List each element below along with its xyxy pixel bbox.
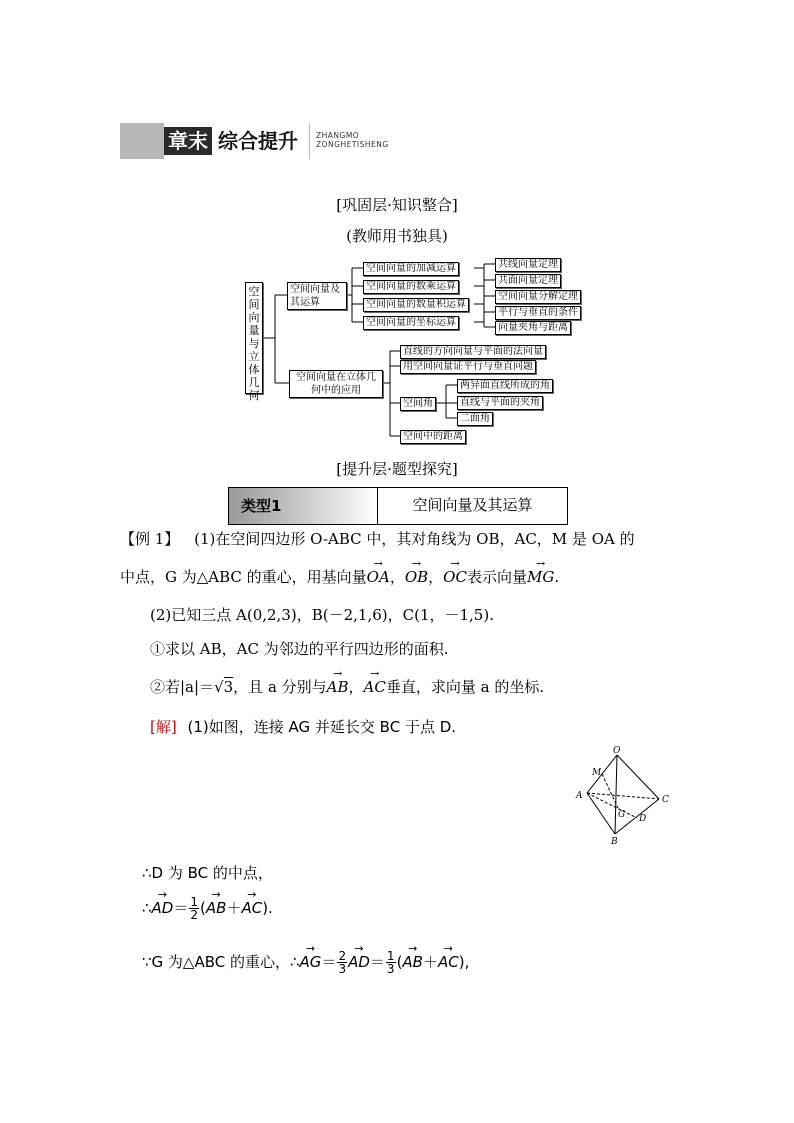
mindmap-op-coordinates: 空间向量的坐标运算 (363, 316, 459, 330)
tetrahedron-figure (568, 745, 678, 850)
chapter-title-dark: 章末 (164, 127, 212, 155)
centroid-statement: ∵G 为△ABC 的重心，∴ (142, 953, 300, 971)
fraction-denominator: 2 (190, 908, 199, 922)
section-exploration-title: [提升层·题型探究] (336, 460, 458, 478)
mindmap-leaf-collinear: 共线向量定理 (495, 258, 561, 272)
solution-label: [解] (150, 718, 177, 736)
fraction-denominator: 3 (338, 962, 347, 976)
type-topic: 空间向量及其运算 (412, 496, 533, 514)
pinyin-line-2: ZONGHETISHENG (316, 140, 389, 149)
example-part3: ①求以 AB，AC 为邻边的平行四边形的面积. (150, 640, 449, 658)
mindmap-leaf-coplanar: 共面向量定理 (495, 274, 561, 288)
example-part1-b-pre: 中点，G 为△ABC 的重心，用基向量 (120, 568, 367, 586)
fraction-numerator: 1 (386, 949, 395, 963)
mindmap-op-add-sub: 空间向量的加减运算 (363, 262, 459, 276)
vector-ac-2: → AC (241, 899, 262, 917)
vector-ab: → AB (327, 678, 349, 696)
solution-line-ad: ∴→ AD＝ $\frac{1}{2}$ (→ AB＋→ AC). (142, 896, 702, 921)
vector-ob: → OB (405, 568, 428, 586)
mindmap-angle-dihedral: 二面角 (457, 412, 493, 426)
example-line-2: 中点，G 为△ABC 的重心，用基向量→ OA，→ OB，→ OC表示向量→ MG. (120, 566, 680, 587)
chapter-title-light: 综合提升 (218, 129, 298, 153)
mindmap-op-scalar-mult: 空间向量的数乘运算 (363, 280, 459, 294)
section-consolidation-title: [巩固层·知识整合] (336, 196, 458, 214)
example-line-1 (120, 528, 680, 549)
mindmap-root: 空间向量与立体几何 (245, 282, 263, 394)
mindmap-item-prove-parallel: 用空间向量证平行与垂直问题 (400, 360, 536, 374)
mindmap-angle-skew: 两异面直线所成的角 (457, 379, 553, 393)
vector-mg: → MG (527, 568, 554, 586)
pinyin-line-1: ZHANGMO (316, 131, 360, 140)
vector-ac-3: → AC (438, 953, 459, 971)
solution-line-ag: ∵G 为△ABC 的重心，∴→ AG＝ $\frac{2}{3}$ → AD＝ $\frac{1}{3}$ (→ AB＋→ AC), (142, 950, 702, 975)
mindmap-item-space-angle: 空间角 (400, 397, 436, 411)
fraction-two-thirds (337, 950, 347, 975)
vector-oc: → OC (443, 568, 467, 586)
mindmap-angle-line-plane: 直线与平面的夹角 (457, 396, 543, 410)
fraction-one-third (386, 950, 396, 975)
label-d: D (639, 814, 647, 824)
example-part4: ②若|a|＝√3，且 a 分别与→ AB，→ AC垂直，求向量 a 的坐标. (150, 676, 710, 697)
section-consolidation-subtitle: (教师用书独具) (346, 227, 448, 245)
therefore-symbol: ∴ (142, 899, 152, 917)
type-label: 类型1 (241, 497, 282, 515)
solution-line-d-midpoint: ∴D 为 BC 的中点， (142, 864, 273, 882)
question-type-box (228, 487, 568, 525)
solution-line-1 (150, 716, 710, 737)
label-a: A (576, 791, 583, 801)
fraction-denominator: 3 (386, 962, 395, 976)
mindmap-leaf-parallel-perp: 平行与垂直的条件 (495, 306, 581, 320)
vector-ag: → AG (300, 953, 322, 971)
mindmap-leaf-decomposition: 空间向量分解定理 (495, 290, 581, 304)
label-g: G (618, 810, 626, 820)
mindmap-op-dot-product: 空间向量的数量积运算 (363, 298, 469, 312)
example-part4-mid: ，且 a 分别与 (233, 678, 327, 696)
vector-oa: → OA (367, 568, 390, 586)
example-part1-a: (1)在空间四边形 O-ABC 中，其对角线为 OB，AC，M 是 OA 的 (194, 530, 635, 548)
vector-ad: → AD (152, 899, 174, 917)
example-part4-post: 垂直，求向量 a 的坐标. (385, 678, 545, 696)
label-b: B (611, 837, 618, 847)
mindmap-connectors (0, 0, 794, 460)
example-part2: (2)已知三点 A(0,2,3)，B(－2,1,6)，C(1，－1,5). (150, 606, 494, 624)
mindmap-branch-applications: 空间向量在立体几何中的应用 (289, 370, 383, 398)
vector-ad-2: → AD (348, 953, 370, 971)
fraction-numerator: 1 (190, 895, 199, 909)
mindmap-item-distance: 空间中的距离 (400, 430, 466, 444)
type-label-cell (229, 488, 378, 524)
example-part4-pre: ②若|a|＝ (150, 678, 215, 696)
mindmap-item-normal-vector: 直线的方向向量与平面的法向量 (400, 345, 546, 359)
mindmap-branch-vector-ops: 空间向量及其运算 (287, 282, 347, 310)
example-label: 【例 1】 (120, 530, 180, 548)
label-m: M (592, 768, 602, 778)
vector-ab-2: → AB (206, 899, 227, 917)
solution-text: (1)如图，连接 AG 并延长交 BC 于点 D. (187, 718, 457, 736)
example-part1-b-post: 表示向量 (466, 568, 527, 586)
vector-ac: → AC (364, 678, 386, 696)
fraction-one-half (189, 896, 199, 921)
vector-ab-3: → AB (402, 953, 423, 971)
label-c: C (662, 795, 669, 805)
sqrt-value: 3 (223, 678, 234, 696)
label-o: O (613, 746, 621, 756)
sqrt-sign: √ (214, 678, 224, 696)
fraction-numerator: 2 (338, 949, 347, 963)
mindmap-leaf-angle-distance: 向量夹角与距离 (495, 321, 571, 335)
